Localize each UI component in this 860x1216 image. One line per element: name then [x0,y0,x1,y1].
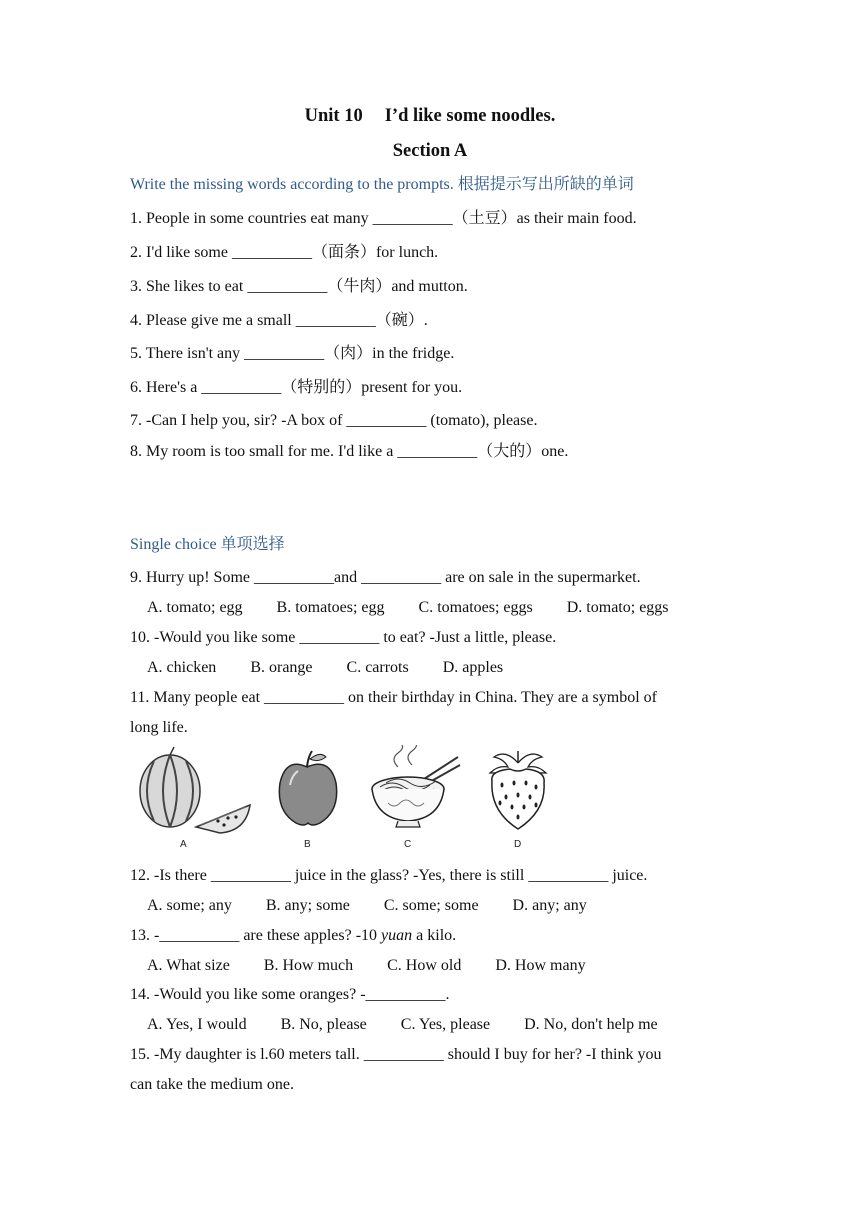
question-7: 7. -Can I help you, sir? -A box of __________ (tomato), please. [130,412,538,429]
question-11-continued: long life. [130,719,188,736]
question-13-text-end: a kilo. [412,927,457,944]
option-b: B. No, please [280,1016,367,1033]
question-10: 10. -Would you like some __________ to eat? -Just a little, please. [130,629,557,646]
question-15-continued: can take the medium one. [130,1076,294,1093]
option-a: A. chicken [147,659,217,676]
question-3: 3. She likes to eat __________（牛肉）and mutton. [130,278,468,295]
question-11-pictures [128,745,558,853]
unit-label: Unit 10 [304,106,363,126]
option-c: C. Yes, please [400,1016,491,1033]
section-title: Section A [392,141,468,161]
question-15: 15. -My daughter is l.60 meters tall. __________ should I buy for her? -I think you [130,1046,662,1063]
option-c: C. carrots [346,659,409,676]
option-a: A. What size [147,957,230,974]
watermelon-icon [134,745,254,850]
strawberry-icon [480,745,556,850]
question-11: 11. Many people eat __________ on their birthday in China. They are a symbol of [130,689,657,706]
question-4: 4. Please give me a small __________（碗）. [130,312,428,329]
picture-label-d: D [514,839,522,850]
option-d: D. apples [442,659,504,676]
unit-title: I’d like some noodles. [384,106,556,126]
option-a: A. tomato; egg [147,599,243,616]
noodles-bowl-icon [368,745,464,850]
question-13-text: 13. -__________ are these apples? -10 [130,927,382,944]
question-14-options [147,1015,692,1035]
question-13-italic: yuan [381,927,413,944]
question-12-options [147,896,621,916]
apple-icon [274,745,344,850]
question-13 [130,926,456,946]
picture-label-a: A [180,839,187,850]
option-a: A. some; any [147,897,232,914]
option-b: B. any; some [265,897,350,914]
question-12: 12. -Is there __________ juice in the glass? -Yes, there is still __________ juice. [130,867,648,884]
option-d: D. tomato; eggs [566,599,669,616]
option-d: D. How many [495,957,586,974]
question-13-options [147,956,620,976]
picture-label-c: C [404,839,412,850]
option-c: C. How old [387,957,462,974]
question-8: 8. My room is too small for me. I'd like a __________（大的）one. [130,443,569,460]
option-d: D. No, don't help me [524,1016,658,1033]
page-title [0,106,860,127]
question-2: 2. I'd like some __________（面条）for lunch. [130,244,439,261]
option-b: B. orange [250,659,313,676]
option-a: A. Yes, I would [147,1016,247,1033]
question-10-options [147,658,537,678]
question-5: 5. There isn't any __________（肉）in the fridge. [130,345,455,362]
part1-instruction: Write the missing words according to the prompts. 根据提示写出所缺的单词 [130,176,634,193]
option-c: C. some; some [383,897,479,914]
question-14: 14. -Would you like some oranges? -__________. [130,986,450,1003]
question-6: 6. Here's a __________（特别的）present for you. [130,379,463,396]
option-b: B. How much [263,957,354,974]
question-9-options [147,598,703,618]
option-c: C. tomatoes; eggs [418,599,533,616]
question-9: 9. Hurry up! Some __________and __________ are on sale in the supermarket. [130,569,641,586]
option-b: B. tomatoes; egg [276,599,385,616]
option-d: D. any; any [512,897,587,914]
question-1: 1. People in some countries eat many __________（土豆）as their main food. [130,210,637,227]
part2-instruction: Single choice 单项选择 [130,536,285,553]
picture-label-b: B [304,839,311,850]
